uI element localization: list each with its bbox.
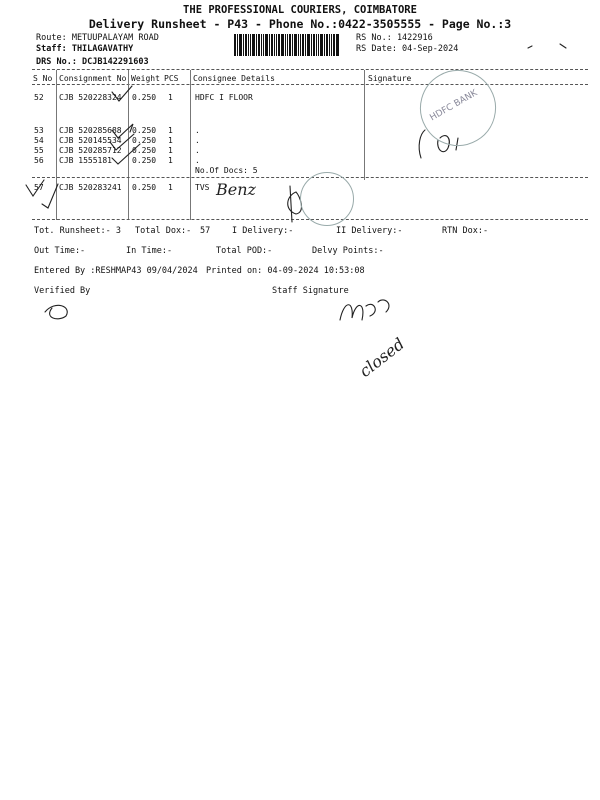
row-weight: 0.250: [132, 183, 157, 192]
row-consignee: .: [195, 126, 200, 135]
row-consignment: CJB 1555181: [59, 156, 112, 165]
col-header-signature: Signature: [368, 74, 412, 83]
benz-handwriting: Benz: [216, 180, 256, 199]
pen-marks: [528, 44, 566, 48]
tick-mark: [112, 144, 140, 164]
company-title: THE PROFESSIONAL COURIERS, COIMBATORE: [183, 4, 417, 16]
row-consignee: .: [195, 146, 200, 155]
entered-by: Entered By :RESHMAP43 09/04/2024: [34, 266, 198, 276]
signature-scribble: [288, 186, 302, 222]
i-delivery: I Delivery:-: [232, 226, 294, 236]
row-consignee: HDFC I FLOOR: [195, 93, 253, 102]
tick-mark: [26, 180, 44, 196]
row-sno: 55: [34, 146, 44, 155]
col-header-consignment: Consignment No: [59, 74, 127, 83]
row-pcs: 1: [168, 146, 173, 155]
row-weight: 0.250: [132, 93, 157, 102]
row-pcs: 1: [168, 136, 173, 145]
row-weight: 0.250: [132, 136, 157, 145]
tvs-stamp: [300, 172, 354, 226]
drs-number: DRS No.: DCJB142291603: [36, 57, 149, 67]
row-consignment: CJB 520285712: [59, 146, 122, 155]
col-header-sno: S No: [33, 74, 53, 83]
row-weight: 0.250: [132, 146, 157, 155]
runsheet-subtitle: Delivery Runsheet - P43 - Phone No.:0422-3505555 - Page No.:3: [88, 17, 512, 31]
in-time: In Time:-: [126, 246, 173, 256]
row-sno: 53: [34, 126, 44, 135]
row-weight: 0.250: [132, 126, 157, 135]
col-header-pcs: PCS: [164, 74, 179, 83]
rs-number: RS No.: 1422916: [356, 33, 433, 43]
row-sno: 57: [34, 183, 44, 192]
staff-signature: [340, 300, 389, 320]
row-weight: 0.250: [132, 156, 157, 165]
row-consignment: CJB 520228324: [59, 93, 122, 102]
no-of-docs: No.Of Docs: 5: [195, 166, 258, 175]
row-sno: 56: [34, 156, 44, 165]
tick-mark: [42, 184, 58, 208]
row-pcs: 1: [168, 126, 173, 135]
row-sno: 54: [34, 136, 44, 145]
delvy-points: Delvy Points:-: [312, 246, 384, 256]
route-label: Route: METUUPALAYAM ROAD: [36, 33, 159, 43]
out-time: Out Time:-: [34, 246, 86, 256]
rtn-dox: RTN Dox:-: [442, 226, 489, 236]
row-consignee: .: [195, 136, 200, 145]
rs-date: RS Date: 04-Sep-2024: [356, 44, 459, 54]
col-header-consignee: Consignee Details: [193, 74, 275, 83]
total-dox-label: Total Dox:-: [135, 226, 192, 236]
row-consignment: CJB 520285688: [59, 126, 122, 135]
col-header-weight: Weight: [131, 74, 160, 83]
printed-on: Printed on: 04-09-2024 10:53:08: [206, 266, 365, 276]
staff-signature-label: Staff Signature: [272, 286, 349, 296]
row-consignment: CJB 520283241: [59, 183, 122, 192]
verified-signature: [45, 305, 67, 318]
row-pcs: 1: [168, 183, 173, 192]
row-consignment: CJB 520145534: [59, 136, 122, 145]
row-sno: 52: [34, 93, 44, 102]
closed-handwriting: closed: [355, 334, 409, 381]
verified-by-label: Verified By: [34, 286, 91, 296]
row-pcs: 1: [168, 93, 173, 102]
ii-delivery: II Delivery:-: [336, 226, 403, 236]
stamp-text: HDFC BANK: [428, 88, 480, 124]
tick-mark: [112, 86, 132, 101]
tick-mark: [110, 134, 134, 150]
row-pcs: 1: [168, 156, 173, 165]
tick-mark: [112, 124, 133, 138]
tot-runsheet: Tot. Runsheet:- 3: [34, 226, 121, 236]
staff-label: Staff: THILAGAVATHY: [36, 44, 134, 54]
total-pod: Total POD:-: [216, 246, 273, 256]
total-dox-value: 57: [200, 226, 211, 236]
row-consignee: .: [195, 156, 200, 165]
row-consignee: TVS: [195, 183, 210, 192]
